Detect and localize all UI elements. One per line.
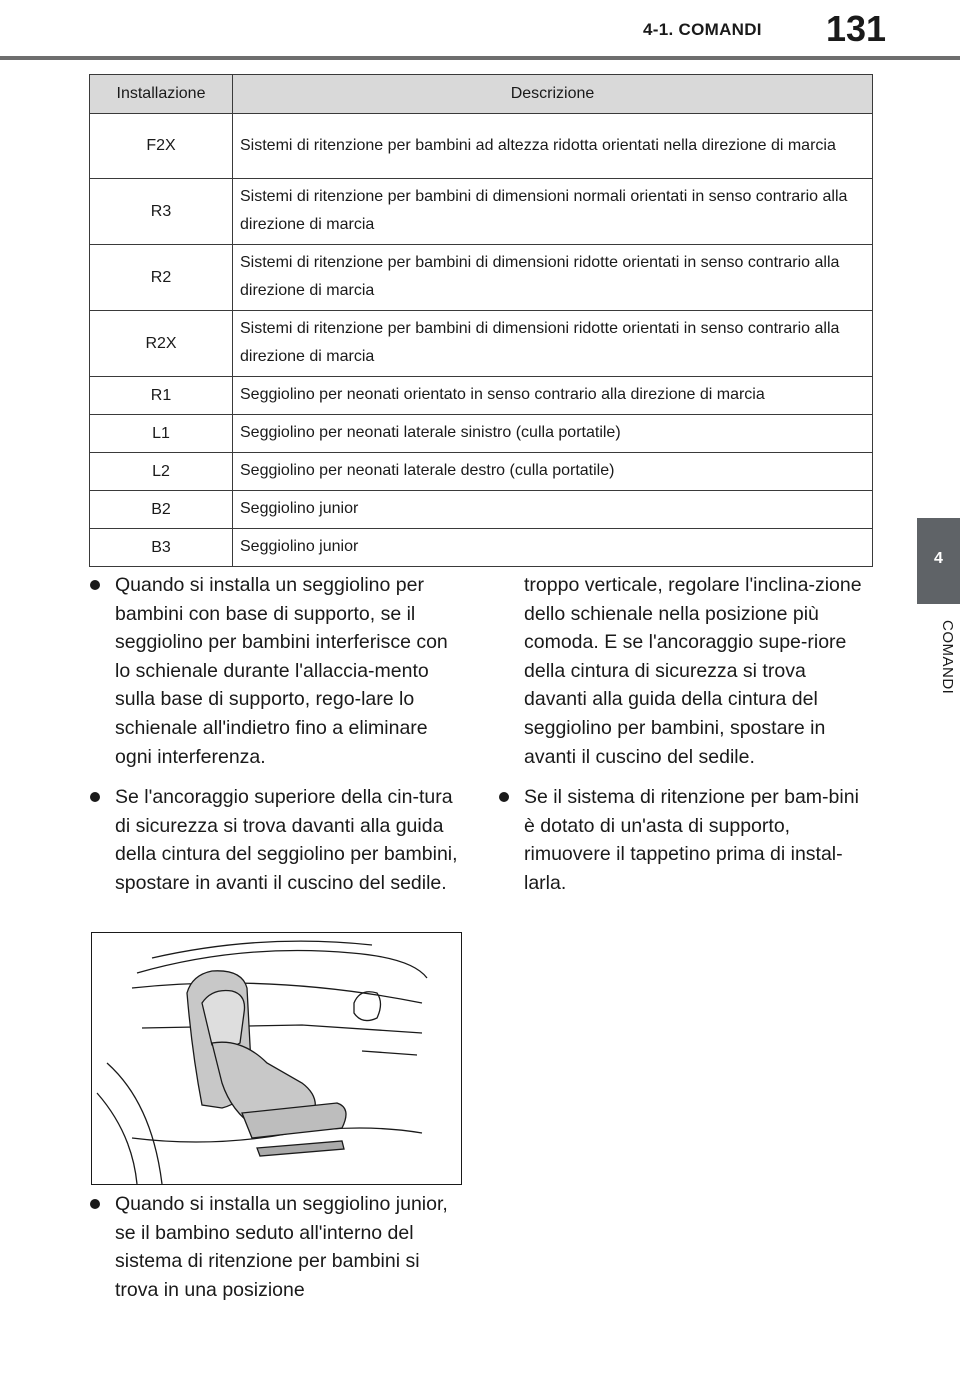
bullet-dot-icon bbox=[90, 792, 100, 802]
row-code: R1 bbox=[90, 377, 233, 415]
row-code: F2X bbox=[90, 114, 233, 179]
bullet-text: Se il sistema di ritenzione per bam-bini è dotato di un'asta di supporto, rimuovere il tappetino prima di instal-larla. bbox=[524, 786, 859, 894]
bullet-dot-icon bbox=[90, 580, 100, 590]
row-code: R2X bbox=[90, 311, 233, 377]
row-description: Seggiolino junior bbox=[233, 491, 873, 529]
section-title: 4-1. COMANDI bbox=[643, 20, 762, 39]
row-code: R2 bbox=[90, 245, 233, 311]
table-row bbox=[90, 245, 873, 311]
continuation-text: troppo verticale, regolare l'inclina-zione dello schienale nella posizione più comoda. E se l'ancoraggio supe-riore della cintura di sicurezza si trova davanti alla guida della cintura del seggiolino per bambini, spostare in avanti il cuscino del sedile. bbox=[524, 574, 862, 768]
bullet-continuation bbox=[498, 571, 873, 771]
table-row bbox=[90, 311, 873, 377]
row-code: B3 bbox=[90, 529, 233, 567]
bullet-item bbox=[498, 783, 873, 897]
right-text-column bbox=[498, 571, 873, 910]
bullet-text: Se l'ancoraggio superiore della cin-tura di sicurezza si trova davanti alla guida della cintura del seggiolino per bambini, spostare in avanti il cuscino del sedile. bbox=[115, 786, 458, 894]
bullet-text: Quando si installa un seggiolino per bambini con base di supporto, se il seggiolino per bambini interferisce con lo schienale durante l'allaccia-mento sulla base di supporto, rego-lare lo schienale all'indietro fino a eliminare ogni interferenza. bbox=[115, 574, 448, 768]
row-description: Sistemi di ritenzione per bambini di dimensioni ridotte orientati in senso contrario alla direzione di marcia bbox=[233, 311, 873, 377]
car-seat-figure bbox=[91, 932, 462, 1185]
bullet-dot-icon bbox=[90, 1199, 100, 1209]
left-text-column bbox=[89, 571, 461, 910]
left-bottom-column bbox=[89, 1190, 461, 1316]
row-description: Sistemi di ritenzione per bambini di dimensioni normali orientati in senso contrario alla direzione di marcia bbox=[233, 179, 873, 245]
bullet-dot-icon bbox=[499, 792, 509, 802]
table-row bbox=[90, 491, 873, 529]
bullet-item bbox=[89, 783, 461, 897]
installation-table bbox=[89, 74, 873, 567]
row-description: Seggiolino per neonati orientato in senso contrario alla direzione di marcia bbox=[233, 377, 873, 415]
row-code: L2 bbox=[90, 453, 233, 491]
header-divider bbox=[0, 56, 960, 60]
table-header-row bbox=[90, 75, 873, 114]
table-row bbox=[90, 453, 873, 491]
bullet-text: Quando si installa un seggiolino junior, se il bambino seduto all'interno del sistema di ritenzione per bambini si trova in una posizione bbox=[115, 1193, 448, 1301]
table-row bbox=[90, 114, 873, 179]
table-row bbox=[90, 377, 873, 415]
row-description: Sistemi di ritenzione per bambini ad altezza ridotta orientati nella direzione di marcia bbox=[233, 114, 873, 179]
chapter-number: 4 bbox=[934, 550, 943, 567]
table-row bbox=[90, 415, 873, 453]
table-row bbox=[90, 529, 873, 567]
row-description: Seggiolino junior bbox=[233, 529, 873, 567]
header-descrizione: Descrizione bbox=[233, 75, 873, 114]
header-installazione: Installazione bbox=[90, 75, 233, 114]
row-code: L1 bbox=[90, 415, 233, 453]
row-description: Seggiolino per neonati laterale destro (culla portatile) bbox=[233, 453, 873, 491]
page-number: 131 bbox=[826, 8, 887, 49]
car-seat-illustration-icon bbox=[92, 933, 461, 1184]
row-code: B2 bbox=[90, 491, 233, 529]
row-code: R3 bbox=[90, 179, 233, 245]
row-description: Seggiolino per neonati laterale sinistro (culla portatile) bbox=[233, 415, 873, 453]
table-row bbox=[90, 179, 873, 245]
bullet-item bbox=[89, 1190, 461, 1304]
chapter-label: COMANDI bbox=[939, 620, 956, 695]
bullet-item bbox=[89, 571, 461, 771]
row-description: Sistemi di ritenzione per bambini di dimensioni ridotte orientati in senso contrario alla direzione di marcia bbox=[233, 245, 873, 311]
chapter-tab[interactable] bbox=[917, 518, 960, 604]
